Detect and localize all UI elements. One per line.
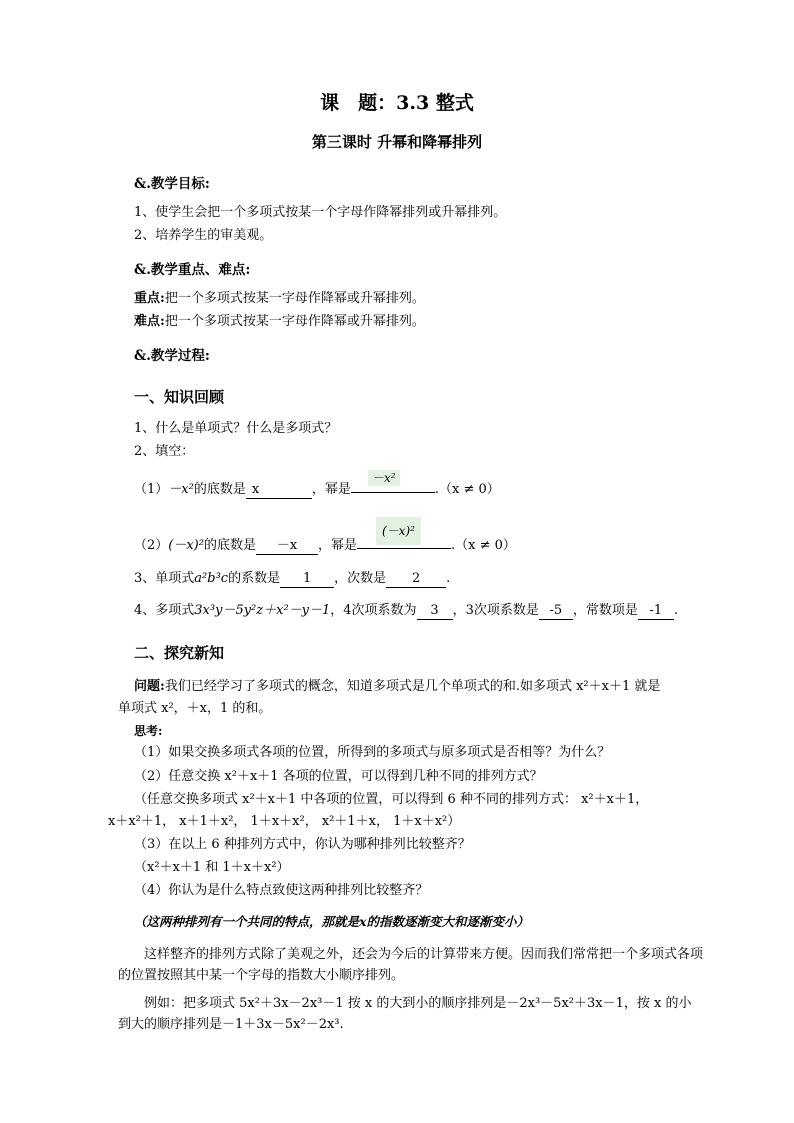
review-q4 <box>134 602 678 620</box>
q4-expr: 3x³y－5y²z＋x²－y－1 <box>194 603 331 618</box>
q4-prefix: 4、多项式 <box>134 603 195 618</box>
q3-coef-label: 的系数是 <box>228 571 281 586</box>
q4-b-label: ，3次项系数是 <box>452 603 539 618</box>
focus-label: 重点: <box>134 291 165 306</box>
think-q3-answer: （x²＋x＋1 和 1＋x＋x²） <box>134 860 290 875</box>
fill1-expr: －x² <box>168 482 194 497</box>
example-paragraph: 例如：把多项式 5x²＋3x－2x³－1 按 x 的大到小的顺序排列是－2x³－5x²＋3x－1，按 x 的小到大的顺序排列是－1＋3x－5x²－2x³. <box>118 996 692 1032</box>
review-q1: 1、什么是单项式？什么是多项式？ <box>134 421 338 436</box>
q3-deg-label: ，次数是 <box>334 571 387 586</box>
fill1-base-answer: x <box>246 482 312 499</box>
focus-line <box>134 290 425 308</box>
think-q3: （3）在以上 6 种排列方式中，你认为哪种排列比较整齐？ <box>134 837 471 852</box>
page-subtitle: 第三课时 升幂和降幂排列 <box>311 133 483 151</box>
explore-heading: 二、探究新知 <box>134 644 225 662</box>
problem-text-1: 我们已经学习了多项式的概念，知道多项式是几个单项式的和.如多项式 x²＋x＋1 就是 <box>164 679 661 694</box>
review-q2: 2、填空： <box>134 444 195 459</box>
q3-end: . <box>446 571 451 586</box>
fill1-power-label: ，幂是 <box>311 482 351 497</box>
think-q2-answer-1: （任意交换多项式 x²＋x＋1 中各项的位置，可以得到 6 种不同的排列方式： x²＋x＋1， <box>134 792 649 807</box>
q4-c-answer: -1 <box>638 603 674 620</box>
q4-end: . <box>673 603 678 618</box>
q3-expr: a²b³c <box>194 571 229 586</box>
fill2-power-blank <box>357 548 451 549</box>
think-q2: （2）任意交换 x²＋x＋1 各项的位置，可以得到几种不同的排列方式？ <box>134 769 543 784</box>
q4-a-label: ，4次项系数为 <box>330 603 417 618</box>
fill2-power-answer: (－x)² <box>376 517 421 545</box>
think-q2-answer-2: x＋x²＋1， x＋1＋x²， 1＋x＋x²， x²＋1＋x， 1＋x＋x²） <box>108 814 461 829</box>
think-q1: （1）如果交换多项式各项的位置，所得到的多项式与原多项式是否相等？为什么？ <box>134 745 611 760</box>
fill2-expr: (－x)² <box>168 538 204 553</box>
difficulty-text: 把一个多项式按某一字母作降幂或升幂排列。 <box>164 314 425 329</box>
think-q4: （4）你认为是什么特点致使这两种排列比较整齐？ <box>134 883 429 898</box>
fill2-mid: 的底数是 <box>203 538 256 553</box>
think-q4-answer: （这两种排列有一个共同的特点，那就是x的指数逐渐变大和逐渐变小） <box>134 914 529 929</box>
think-label: 思考: <box>134 724 163 738</box>
fill2-power-label: ，幂是 <box>317 538 357 553</box>
q4-a-answer: 3 <box>417 603 453 620</box>
problem-label: 问题: <box>134 679 165 694</box>
goal-item-2: 2、培养学生的审美观。 <box>134 228 273 243</box>
page-title: 课 题：3.3 整式 <box>320 92 474 114</box>
problem-line-1 <box>134 678 660 696</box>
q3-prefix: 3、单项式 <box>134 571 195 586</box>
problem-line-2: 单项式 x²，＋x，1 的和。 <box>118 701 272 716</box>
fill1-mid: 的底数是 <box>193 482 246 497</box>
difficulty-label: 难点: <box>134 314 165 329</box>
fill1-cond: .（x ≠ 0） <box>434 482 500 497</box>
fill1-line <box>134 481 500 499</box>
fill2-base-answer: －x <box>256 538 318 555</box>
fill2-prefix: （2） <box>134 538 169 553</box>
fill2-line <box>134 537 516 555</box>
fill1-power-blank <box>351 492 435 493</box>
q3-deg-answer: 2 <box>386 571 446 588</box>
review-q3 <box>134 570 450 588</box>
fill1-prefix: （1） <box>134 482 169 497</box>
difficulty-line <box>134 313 425 331</box>
goals-heading: &.教学目标: <box>134 176 210 192</box>
q4-c-label: ，常数项是 <box>572 603 638 618</box>
process-heading: &.教学过程: <box>134 348 210 364</box>
q4-b-answer: -5 <box>539 603 573 620</box>
review-heading: 一、知识回顾 <box>134 388 225 406</box>
explanation-paragraph: 这样整齐的排列方式除了美观之外，还会为今后的计算带来方便。因而我们常常把一个多项式各项的位置按照其中某一个字母的指数大小顺序排列。 <box>118 947 704 983</box>
fill1-power-answer: －x² <box>368 470 400 486</box>
keypoints-heading: &.教学重点、难点: <box>134 262 251 278</box>
fill2-cond: .（x ≠ 0） <box>451 538 516 553</box>
goal-item-1: 1、使学生会把一个多项式按某一个字母作降幂排列或升幂排列。 <box>134 205 507 220</box>
q3-coef-answer: 1 <box>280 571 334 588</box>
focus-text: 把一个多项式按某一字母作降幂或升幂排列。 <box>164 291 425 306</box>
